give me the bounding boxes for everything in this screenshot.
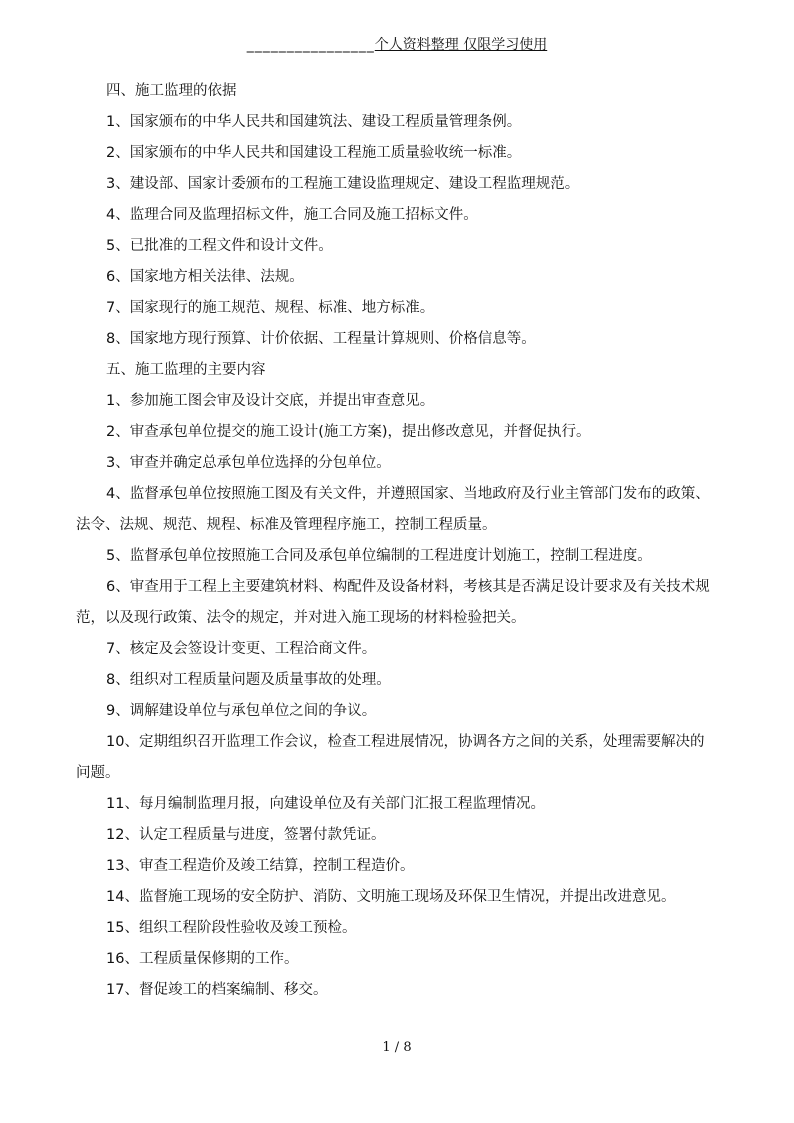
- list-item: 1、参加施工图会审及设计交底，并提出审查意见。: [106, 393, 435, 409]
- header-dashes: ________________: [246, 37, 375, 53]
- list-item: 13、审查工程造价及竣工结算，控制工程造价。: [106, 858, 415, 874]
- section-heading-5: 五、施工监理的主要内容: [106, 362, 266, 378]
- page-header: [0, 34, 794, 54]
- list-item: 1、国家颁布的中华人民共和国建筑法、建设工程质量管理条例。: [106, 114, 522, 130]
- section-heading-4: 四、施工监理的依据: [106, 83, 237, 99]
- list-item: 5、已批准的工程文件和设计文件。: [106, 238, 333, 254]
- header-title: 个人资料整理 仅限学习使用: [374, 37, 548, 53]
- list-item: 8、国家地方现行预算、计价依据、工程量计算规则、价格信息等。: [106, 331, 536, 347]
- list-item: 15、组织工程阶段性验收及竣工预检。: [106, 920, 357, 936]
- list-item: 5、监督承包单位按照施工合同及承包单位编制的工程进度计划施工，控制工程进度。: [106, 548, 652, 564]
- list-item: 17、督促竣工的档案编制、移交。: [106, 982, 328, 998]
- page-number: 1 / 8: [382, 1040, 412, 1055]
- list-item: 6、审查用于工程上主要建筑材料、构配件及设备材料，考核其是否满足设计要求及有关技术规范，以及现行政策、法令的规定，并对进入施工现场的材料检验把关。: [76, 579, 710, 626]
- list-item: 4、监理合同及监理招标文件，施工合同及施工招标文件。: [106, 207, 478, 223]
- list-item: 3、审查并确定总承包单位选择的分包单位。: [106, 455, 391, 471]
- list-item: 2、国家颁布的中华人民共和国建设工程施工质量验收统一标准。: [106, 145, 522, 161]
- list-item: 7、核定及会签设计变更、工程洽商文件。: [106, 641, 377, 657]
- list-item: 4、监督承包单位按照施工图及有关文件，并遵照国家、当地政府及行业主管部门发布的政策、法令、法规、规范、规程、标准及管理程序施工，控制工程质量。: [76, 486, 710, 533]
- list-item: 14、监督施工现场的安全防护、消防、文明施工现场及环保卫生情况，并提出改进意见。: [106, 889, 676, 905]
- list-item: 10、定期组织召开监理工作会议，检查工程进展情况，协调各方之间的关系，处理需要解决的问题。: [76, 734, 705, 781]
- list-item: 2、审查承包单位提交的施工设计(施工方案)，提出修改意见，并督促执行。: [106, 424, 591, 440]
- list-item: 7、国家现行的施工规范、规程、标准、地方标准。: [106, 300, 435, 316]
- list-item: 11、每月编制监理月报，向建设单位及有关部门汇报工程监理情况。: [106, 796, 545, 812]
- document-body: [76, 76, 716, 1006]
- list-item: 12、认定工程质量与进度，签署付款凭证。: [106, 827, 386, 843]
- list-item: 3、建设部、国家计委颁布的工程施工建设监理规定、建设工程监理规范。: [106, 176, 580, 192]
- list-item: 6、国家地方相关法律、法规。: [106, 269, 304, 285]
- list-item: 16、工程质量保修期的工作。: [106, 951, 299, 967]
- list-item: 9、调解建设单位与承包单位之间的争议。: [106, 703, 377, 719]
- list-item: 8、组织对工程质量问题及质量事故的处理。: [106, 672, 391, 688]
